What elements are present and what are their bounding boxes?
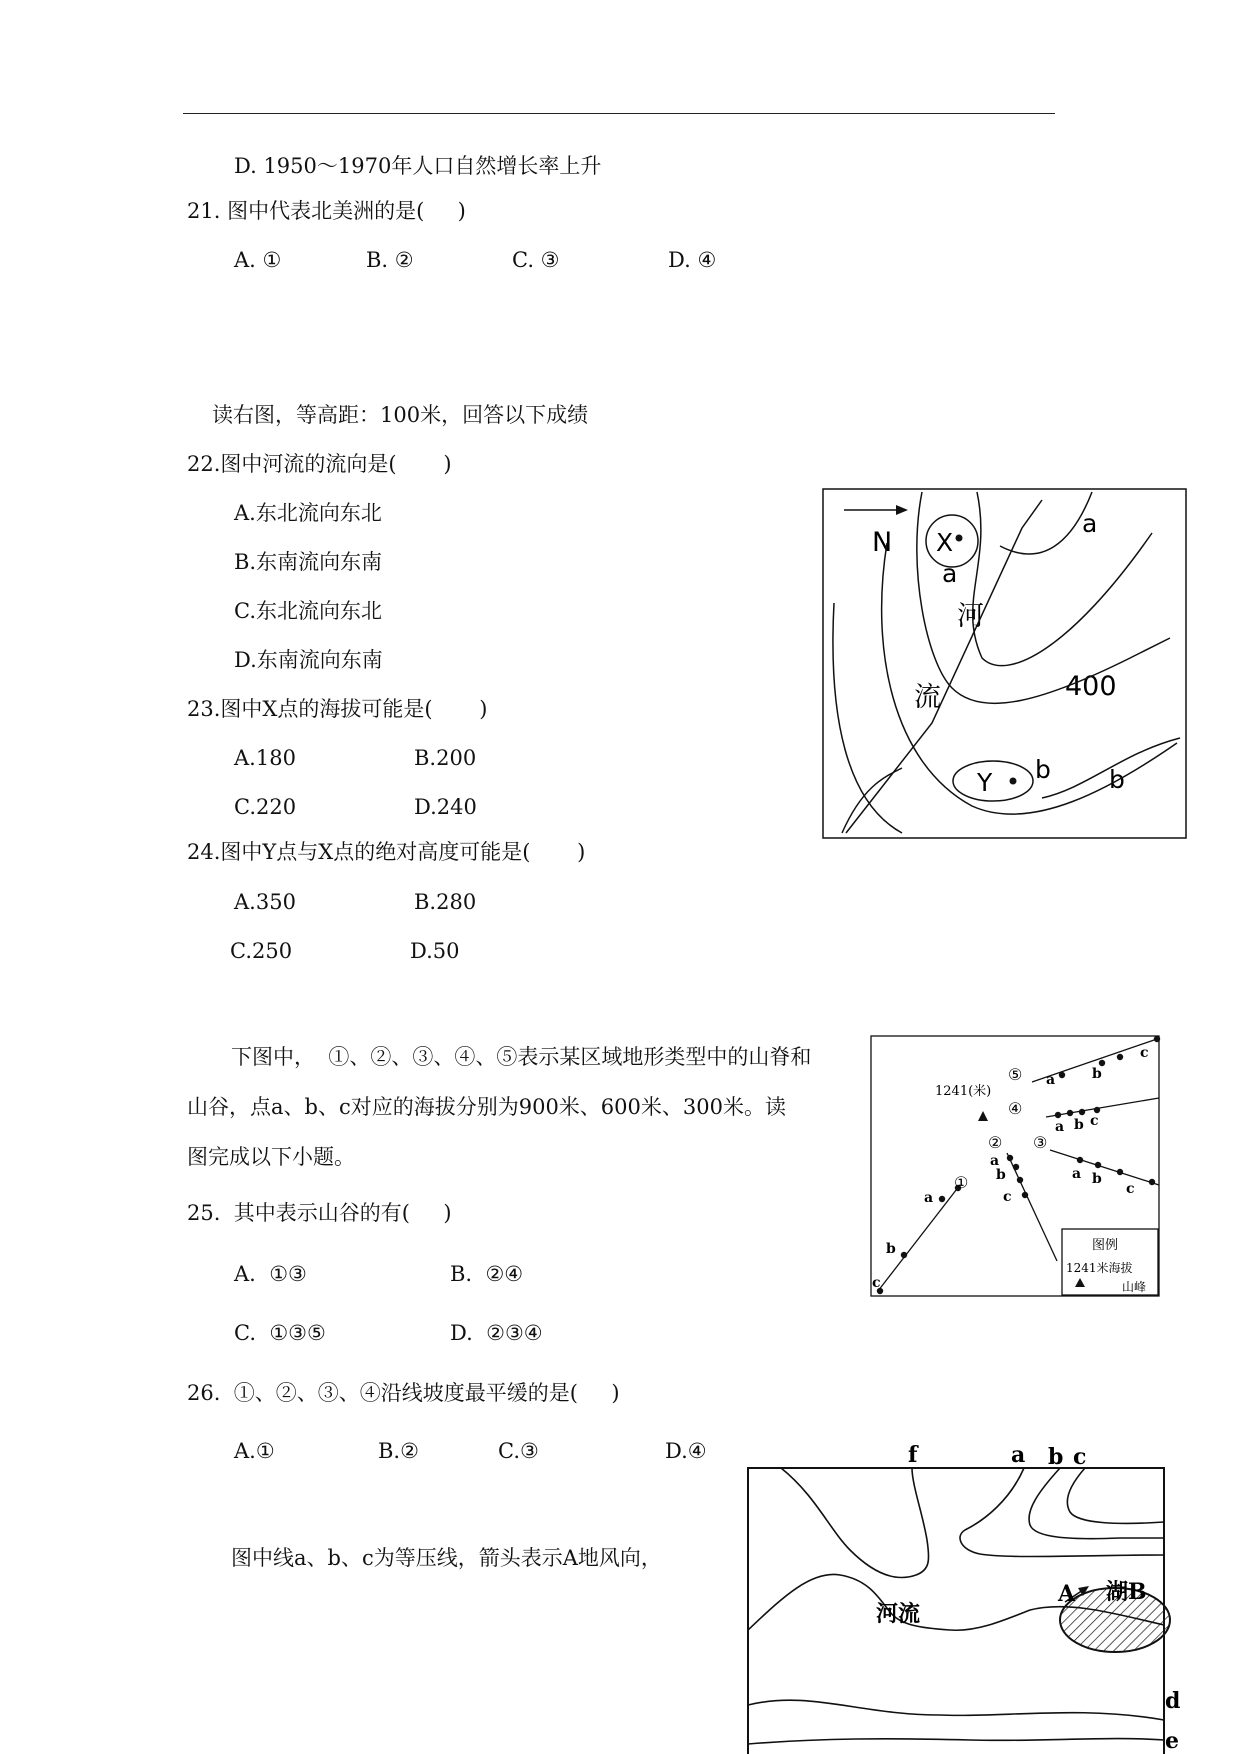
q24-stem: 24.图中Y点与X点的绝对高度可能是( ) <box>187 840 586 864</box>
q24-option-d: D.50 <box>410 939 460 963</box>
q24-option-c: C.250 <box>230 939 293 963</box>
river-label-liu: 流 <box>914 682 941 713</box>
ridge1-point-b: b <box>886 1241 896 1257</box>
isobar-label-b: b <box>1048 1444 1064 1470</box>
q23-option-d: D.240 <box>414 795 477 819</box>
ridge4-point-a: a <box>1055 1119 1065 1135</box>
q22-stem: 22.图中河流的流向是( ) <box>187 452 452 476</box>
q26-stem: 26. ①、②、③、④沿线坡度最平缓的是( ) <box>187 1381 620 1405</box>
q25-option-b: B. ②④ <box>450 1262 524 1286</box>
ridge3-point-b: b <box>1092 1171 1102 1187</box>
q25-option-a: A. ①③ <box>234 1262 307 1286</box>
q22-option-c: C.东北流向东北 <box>234 599 382 623</box>
q21-option-b: B. ② <box>366 248 414 272</box>
river-label-he: 河 <box>957 601 984 632</box>
q21-stem: 21. 图中代表北美洲的是( ) <box>187 199 466 223</box>
intro-contour: 读右图，等高距：100米，回答以下成绩 <box>212 403 589 427</box>
q24-option-a: A.350 <box>234 890 296 914</box>
ridge-valley-figure <box>870 1035 1162 1299</box>
marker-5: ⑤ <box>1008 1065 1023 1084</box>
ridge3-point-c: c <box>1126 1181 1135 1197</box>
contour-label-a-top: a <box>1082 509 1098 538</box>
q21-option-d: D. ④ <box>668 248 717 272</box>
point-x-label: X <box>936 528 954 557</box>
ridge2-point-c: c <box>1003 1189 1012 1205</box>
isobar-label-f: f <box>908 1442 918 1468</box>
q20-option-d: D. 1950～1970年人口自然增长率上升 <box>234 154 602 178</box>
lake-b-label: 湖B <box>1106 1579 1147 1605</box>
intro-ridge-valley-line1: 下图中， ①、②、③、④、⑤表示某区域地形类型中的山脊和 <box>231 1045 812 1069</box>
q25-option-d: D. ②③④ <box>450 1321 543 1345</box>
marker-1: ① <box>954 1173 969 1192</box>
peak-elevation-label: 1241(米) <box>935 1084 992 1099</box>
q25-stem: 25. 其中表示山谷的有( ) <box>187 1201 452 1225</box>
q22-option-b: B.东南流向东南 <box>234 550 383 574</box>
q22-option-a: A.东北流向东北 <box>234 501 382 525</box>
header-rule <box>183 113 1055 114</box>
ridge5-point-b: b <box>1092 1066 1102 1082</box>
ridge1-point-a: a <box>924 1190 934 1206</box>
ridge4-point-b: b <box>1074 1117 1084 1133</box>
contour-map-figure <box>822 488 1188 840</box>
isobar-figure <box>740 1440 1200 1754</box>
contour-label-b-near-y: b <box>1035 755 1051 784</box>
ridge3-point-a: a <box>1072 1166 1082 1182</box>
intro-ridge-valley-line3: 图完成以下小题。 <box>187 1145 355 1169</box>
q23-option-c: C.220 <box>234 795 297 819</box>
ridge5-point-a: a <box>1046 1072 1056 1088</box>
isobar-label-e: e <box>1165 1728 1179 1754</box>
ridge2-point-b: b <box>996 1167 1006 1183</box>
q23-option-b: B.200 <box>414 746 477 770</box>
north-label: N <box>872 527 893 558</box>
marker-4: ④ <box>1008 1099 1023 1118</box>
contour-label-b-right: b <box>1109 765 1125 794</box>
isobar-label-d: d <box>1165 1688 1181 1714</box>
intro-ridge-valley-line2: 山谷，点a、b、c对应的海拔分别为900米、600米、300米。读 <box>187 1095 786 1119</box>
legend-line: 1241米海拔 <box>1066 1261 1133 1275</box>
q23-option-a: A.180 <box>234 746 296 770</box>
q26-option-b: B.② <box>378 1439 419 1463</box>
q26-option-a: A.① <box>234 1439 275 1463</box>
isobar-label-a: a <box>1011 1442 1026 1468</box>
intro-isobar: 图中线a、b、c为等压线，箭头表示A地风向， <box>231 1546 662 1570</box>
ridge5-point-c: c <box>1140 1045 1149 1061</box>
q21-option-c: C. ③ <box>512 248 560 272</box>
river-label: 河流 <box>876 1601 921 1627</box>
contour-value-400: 400 <box>1065 671 1117 702</box>
ridge1-point-c: c <box>872 1275 881 1291</box>
legend-peak: 山峰 <box>1122 1280 1147 1294</box>
q24-option-b: B.280 <box>414 890 477 914</box>
q26-option-c: C.③ <box>498 1439 539 1463</box>
ridge4-point-c: c <box>1090 1113 1099 1129</box>
q22-option-d: D.东南流向东南 <box>234 648 383 672</box>
marker-3: ③ <box>1033 1133 1048 1152</box>
contour-label-a-mid: a <box>942 559 958 588</box>
q25-option-c: C. ①③⑤ <box>234 1321 326 1345</box>
marker-2: ② <box>988 1133 1003 1152</box>
isobar-label-c: c <box>1073 1444 1087 1470</box>
point-y-label: Y <box>977 768 993 797</box>
point-a-label: A <box>1058 1581 1076 1607</box>
q21-option-a: A. ① <box>234 248 282 272</box>
legend-title: 图例 <box>1092 1238 1119 1253</box>
ridge2-point-a: a <box>990 1153 1000 1169</box>
q23-stem: 23.图中X点的海拔可能是( ) <box>187 697 488 721</box>
q26-option-d: D.④ <box>665 1439 707 1463</box>
